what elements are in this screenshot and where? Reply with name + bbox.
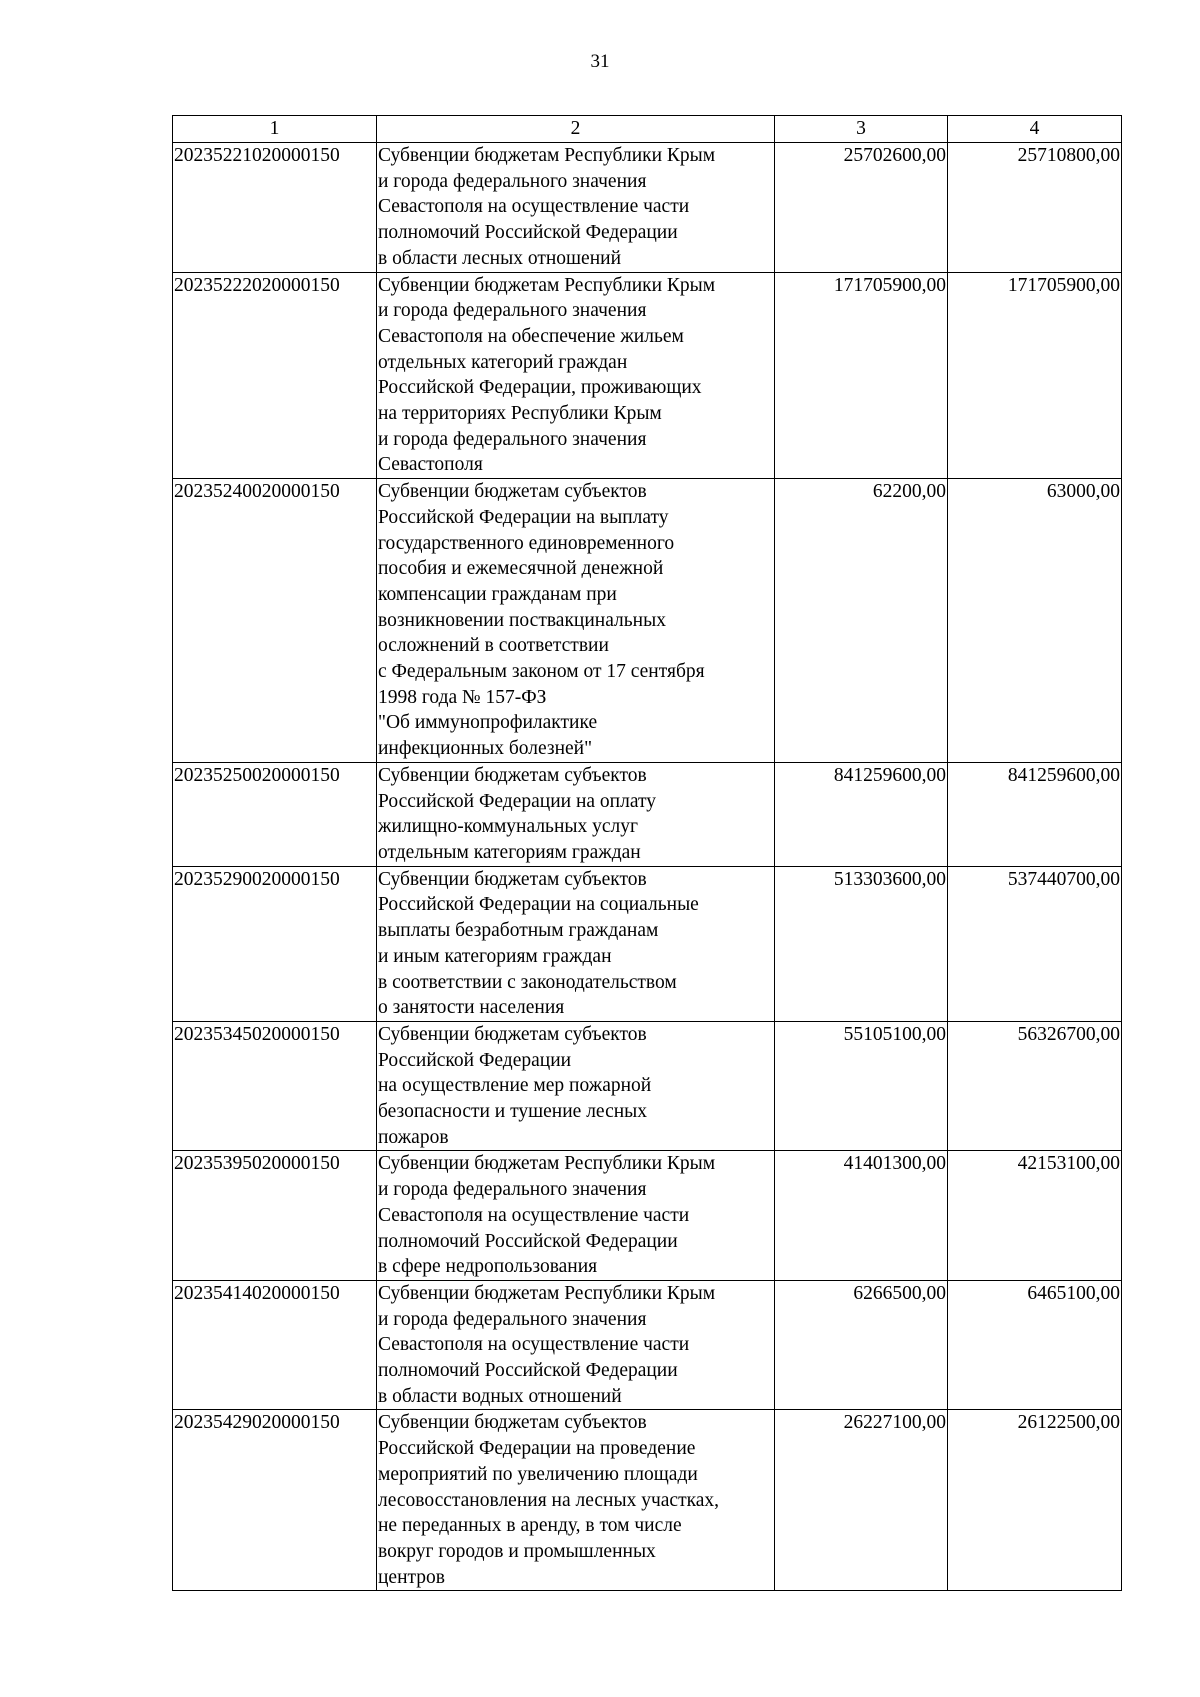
description-line: Субвенции бюджетам субъектов: [378, 1023, 647, 1045]
description-line: инфекционных болезней": [378, 738, 593, 760]
table-row: [173, 1280, 1122, 1410]
description-line: Севастополя на осуществление части: [378, 1204, 690, 1226]
column-header-1: 1: [173, 116, 377, 143]
description-line: Субвенции бюджетам Республики Крым: [378, 1282, 716, 1304]
amount-col3-cell: 513303600,00: [775, 866, 948, 1021]
description-line: центров: [378, 1566, 445, 1588]
table-row: [173, 1410, 1122, 1591]
budget-code-cell: 20235429020000150: [173, 1410, 377, 1591]
amount-col3-cell: 55105100,00: [775, 1021, 948, 1151]
description-line: безопасности и тушение лесных: [378, 1101, 648, 1123]
amount-col4-cell: 171705900,00: [948, 272, 1122, 479]
description-line: Субвенции бюджетам субъектов: [378, 1412, 647, 1434]
description-line: возникновении поствакцинальных: [378, 609, 666, 631]
amount-col4-cell: 537440700,00: [948, 866, 1122, 1021]
amount-col3-cell: 41401300,00: [775, 1151, 948, 1281]
amount-col4-cell: 6465100,00: [948, 1280, 1122, 1410]
description-line: не переданных в аренду, в том числе: [378, 1515, 682, 1537]
description-cell: [377, 1151, 775, 1281]
budget-code-cell: 20235222020000150: [173, 272, 377, 479]
description-line: Субвенции бюджетам субъектов: [378, 868, 647, 890]
page-number: 31: [590, 51, 610, 72]
description-cell: [377, 866, 775, 1021]
description-line: Субвенции бюджетам Республики Крым: [378, 274, 716, 296]
column-header-2: 2: [377, 116, 775, 143]
description-line: и города федерального значения: [378, 1179, 647, 1201]
description-line: и города федерального значения: [378, 170, 647, 192]
description-line: в соответствии с законодательством: [378, 971, 677, 993]
table-row: [173, 866, 1122, 1021]
description-line: и иным категориям граждан: [378, 945, 612, 967]
description-cell: [377, 762, 775, 866]
description-line: Севастополя на осуществление части: [378, 196, 690, 218]
description-line: Российской Федерации: [378, 1049, 572, 1071]
table-row: [173, 143, 1122, 273]
description-cell: [377, 1410, 775, 1591]
column-header-3: 3: [775, 116, 948, 143]
description-line: жилищно-коммунальных услуг: [378, 816, 638, 838]
description-line: 1998 года № 157-ФЗ: [378, 686, 547, 708]
description-line: компенсации гражданам при: [378, 583, 617, 605]
amount-col4-cell: 56326700,00: [948, 1021, 1122, 1151]
description-line: вокруг городов и промышленных: [378, 1540, 656, 1562]
amount-col4-cell: 63000,00: [948, 479, 1122, 763]
amount-col3-cell: 171705900,00: [775, 272, 948, 479]
description-line: пожаров: [378, 1126, 449, 1148]
budget-code-cell: 20235395020000150: [173, 1151, 377, 1281]
description-line: полномочий Российской Федерации: [378, 1230, 678, 1252]
description-line: Субвенции бюджетам субъектов: [378, 481, 647, 503]
budget-table: [172, 115, 1122, 1591]
description-line: в области лесных отношений: [378, 247, 622, 269]
amount-col4-cell: 25710800,00: [948, 143, 1122, 273]
description-line: Субвенции бюджетам Республики Крым: [378, 145, 716, 166]
description-line: Севастополя на осуществление части: [378, 1334, 690, 1356]
description-cell: [377, 1021, 775, 1151]
table-row: [173, 1021, 1122, 1151]
budget-code-cell: 20235250020000150: [173, 762, 377, 866]
description-line: Российской Федерации на оплату: [378, 790, 656, 812]
amount-col3-cell: 6266500,00: [775, 1280, 948, 1410]
budget-code-cell: 20235240020000150: [173, 479, 377, 763]
table-header-row: [173, 116, 1122, 143]
description-line: лесовосстановления на лесных участках,: [378, 1489, 720, 1511]
amount-col3-cell: 26227100,00: [775, 1410, 948, 1591]
table-row: [173, 1151, 1122, 1281]
description-line: государственного единовременного: [378, 532, 675, 554]
description-line: Российской Федерации, проживающих: [378, 377, 702, 399]
description-line: на осуществление мер пожарной: [378, 1075, 652, 1097]
description-line: выплаты безработным гражданам: [378, 920, 659, 942]
description-line: "Об иммунопрофилактике: [378, 712, 598, 734]
description-line: Субвенции бюджетам Республики Крым: [378, 1153, 716, 1175]
description-line: с Федеральным законом от 17 сентября: [378, 661, 705, 683]
budget-code-cell: 20235290020000150: [173, 866, 377, 1021]
table-row: [173, 479, 1122, 763]
table-row: [173, 272, 1122, 479]
amount-col4-cell: 841259600,00: [948, 762, 1122, 866]
amount-col3-cell: 841259600,00: [775, 762, 948, 866]
description-line: на территориях Республики Крым: [378, 403, 662, 425]
column-header-4: 4: [948, 116, 1122, 143]
description-line: отдельных категорий граждан: [378, 351, 628, 373]
description-cell: [377, 272, 775, 479]
budget-code-cell: 20235414020000150: [173, 1280, 377, 1410]
description-line: Севастополя: [378, 454, 483, 476]
description-line: и города федерального значения: [378, 300, 647, 322]
description-line: в сфере недропользования: [378, 1256, 598, 1278]
description-line: пособия и ежемесячной денежной: [378, 558, 664, 580]
budget-code-cell: 20235345020000150: [173, 1021, 377, 1151]
amount-col4-cell: 42153100,00: [948, 1151, 1122, 1281]
description-line: осложнений в соответствии: [378, 635, 609, 657]
amount-col3-cell: 62200,00: [775, 479, 948, 763]
amount-col3-cell: 25702600,00: [775, 143, 948, 273]
description-line: в области водных отношений: [378, 1385, 622, 1407]
description-line: полномочий Российской Федерации: [378, 222, 678, 244]
amount-col4-cell: 26122500,00: [948, 1410, 1122, 1591]
description-cell: [377, 1280, 775, 1410]
description-line: и города федерального значения: [378, 428, 647, 450]
description-line: Российской Федерации на выплату: [378, 506, 669, 528]
description-line: отдельным категориям граждан: [378, 841, 641, 863]
description-cell: [377, 143, 775, 273]
description-line: Российской Федерации на проведение: [378, 1438, 696, 1460]
description-line: Субвенции бюджетам субъектов: [378, 764, 647, 786]
description-line: и города федерального значения: [378, 1308, 647, 1330]
description-line: о занятости населения: [378, 997, 565, 1019]
description-cell: [377, 479, 775, 763]
description-line: мероприятий по увеличению площади: [378, 1463, 698, 1485]
table-body: [173, 143, 1122, 1591]
table-row: [173, 762, 1122, 866]
budget-code-cell: 20235221020000150: [173, 143, 377, 273]
description-line: полномочий Российской Федерации: [378, 1360, 678, 1382]
description-line: Российской Федерации на социальные: [378, 894, 699, 916]
description-line: Севастополя на обеспечение жильем: [378, 325, 684, 347]
